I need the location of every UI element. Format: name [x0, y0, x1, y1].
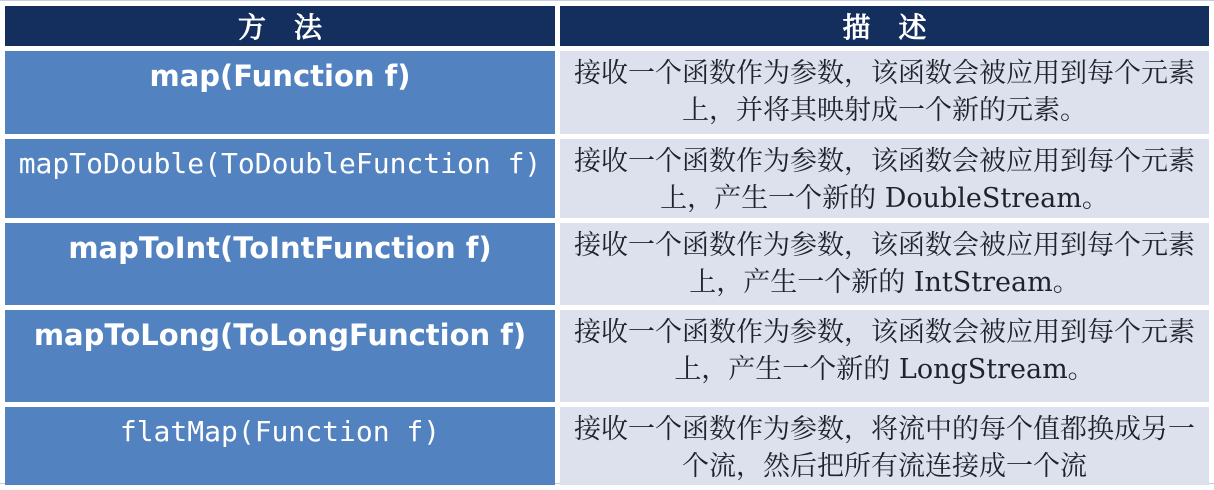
method-cell: flatMap(Function f) [5, 407, 555, 486]
methods-table [0, 1, 1214, 490]
method-cell: mapToLong(ToLongFunction f) [5, 310, 555, 402]
table-row [5, 223, 1209, 305]
method-column-header: 方 法 [5, 6, 555, 46]
description-cell: 接收一个函数作为参数，该函数会被应用到每个元素上，并将其映射成一个新的元素。 [560, 51, 1209, 134]
description-cell: 接收一个函数作为参数，将流中的每个值都换成另一个流，然后把所有流连接成一个流 [560, 407, 1209, 486]
description-cell: 接收一个函数作为参数，该函数会被应用到每个元素上，产生一个新的 DoubleStream。 [560, 139, 1209, 218]
table-row [5, 310, 1209, 402]
description-cell: 接收一个函数作为参数，该函数会被应用到每个元素上，产生一个新的 IntStream。 [560, 223, 1209, 305]
description-cell: 接收一个函数作为参数，该函数会被应用到每个元素上，产生一个新的 LongStream。 [560, 310, 1209, 402]
table-row [5, 139, 1209, 218]
method-cell: mapToDouble(ToDoubleFunction f) [5, 139, 555, 218]
table-row [5, 407, 1209, 486]
header-row [5, 6, 1209, 46]
method-cell: map(Function f) [5, 51, 555, 134]
table-row [5, 51, 1209, 134]
description-column-header: 描 述 [560, 6, 1209, 46]
method-cell: mapToInt(ToIntFunction f) [5, 223, 555, 305]
